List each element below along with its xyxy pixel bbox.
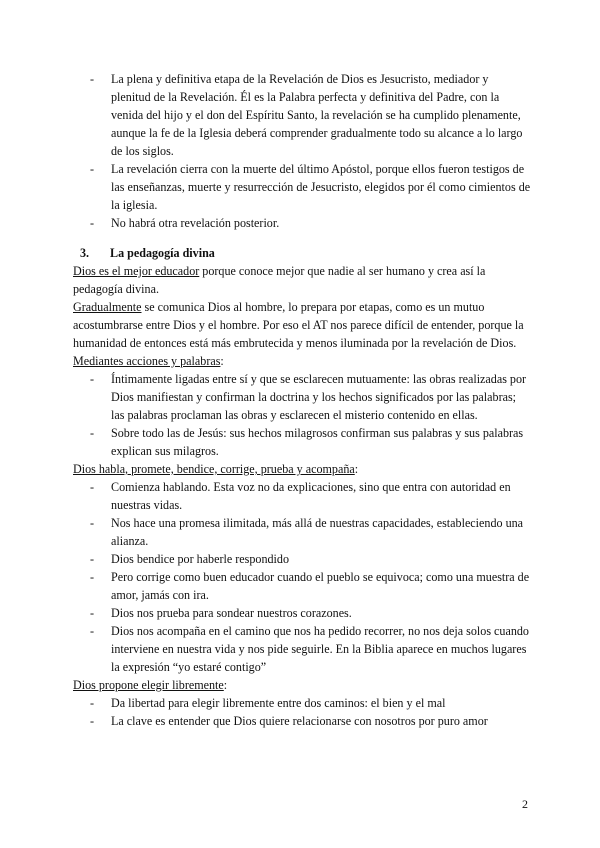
dash-marker: - xyxy=(90,696,95,710)
dash-marker: - xyxy=(90,606,95,620)
habla-list xyxy=(73,478,531,676)
list-item-text: La revelación cierra con la muerte del último Apóstol, porque ellos fueron testigos de las enseñanzas, muerte y resurrección de Jesucristo, elegidos por él como cimientos de la iglesia. xyxy=(111,162,531,212)
list-item-text: Dios nos acompaña en el camino que nos ha pedido recorrer, no nos deja solos cuando interviene en nuestra vida y nos pide seguirle. En la Biblia aparece en muchos lugares la expresión “yo estaré contigo” xyxy=(111,624,529,674)
list-item-text: Sobre todo las de Jesús: sus hechos milagrosos confirman sus palabras y sus palabras explican sus milagros. xyxy=(111,426,524,458)
dash-marker: - xyxy=(90,426,95,440)
page-content xyxy=(73,70,531,730)
paragraph-educador xyxy=(73,262,531,298)
list-item xyxy=(73,568,531,604)
dash-marker: - xyxy=(90,714,95,728)
dash-marker: - xyxy=(90,216,95,230)
list-item xyxy=(73,70,531,160)
list-item-text: Nos hace una promesa ilimitada, más allá de nuestras capacidades, estableciendo una alianza. xyxy=(111,516,524,548)
list-item-text: No habrá otra revelación posterior. xyxy=(111,216,280,230)
underlined-heading: Mediantes acciones y palabras xyxy=(73,354,221,368)
underlined-phrase: Dios es el mejor educador xyxy=(73,264,200,278)
underlined-heading: Dios habla, promete, bendice, corrige, prueba y acompaña xyxy=(73,462,355,476)
dash-marker: - xyxy=(90,570,95,584)
list-item-text: La clave es entender que Dios quiere relacionarse con nosotros por puro amor xyxy=(111,714,488,728)
dash-marker: - xyxy=(90,480,95,494)
paragraph-text: se comunica Dios al hombre, lo prepara por etapas, como es un mutuo acostumbrarse entre Dios y el hombre. Por eso el AT nos parece difícil de entender, porque la humanidad de entonces está más embrutecida y menos iluminada por la revelación de Dios. xyxy=(73,300,524,350)
list-item-text: La plena y definitiva etapa de la Revelación de Dios es Jesucristo, mediador y plenitud de la Revelación. Él es la Palabra perfecta y definitiva del Padre, con la venida del hijo y el don del Espíritu Santo, la revelación se ha cumplido plenamente, aunque la fe de la Iglesia deberá comprender gradualmente todo su alcance a lo largo de los siglos. xyxy=(111,72,523,158)
paragraph-gradualmente xyxy=(73,298,531,352)
list-item xyxy=(73,424,531,460)
list-item xyxy=(73,514,531,550)
list-item xyxy=(73,370,531,424)
acciones-list xyxy=(73,370,531,460)
dash-marker: - xyxy=(90,624,95,638)
heading-habla xyxy=(73,460,531,478)
list-item-text: Pero corrige como buen educador cuando el pueblo se equivoca; como una muestra de amor, jamás con ira. xyxy=(111,570,530,602)
list-item-text: Íntimamente ligadas entre sí y que se esclarecen mutuamente: las obras realizadas por Dios manifiestan y confirman la doctrina y los hechos significados por las palabras; las palabras proclaman las obras y esclarecen el misterio contenido en ellas. xyxy=(111,372,527,422)
list-item-text: Da libertad para elegir libremente entre dos caminos: el bien y el mal xyxy=(111,696,446,710)
underlined-heading: Dios propone elegir libremente xyxy=(73,678,224,692)
list-item xyxy=(73,622,531,676)
dash-marker: - xyxy=(90,162,95,176)
dash-marker: - xyxy=(90,72,95,86)
list-item xyxy=(73,694,531,712)
page-number: 2 xyxy=(522,797,528,811)
intro-list xyxy=(73,70,531,232)
paragraph-text: porque conoce mejor que nadie al ser humano y crea así la pedagogía divina. xyxy=(73,264,486,296)
list-item xyxy=(73,712,531,730)
list-item xyxy=(73,214,531,232)
list-item xyxy=(73,550,531,568)
section-heading xyxy=(73,244,531,262)
dash-marker: - xyxy=(90,516,95,530)
heading-suffix: : xyxy=(223,678,228,692)
list-item-text: Dios bendice por haberle respondido xyxy=(111,552,289,566)
section-number: 3. xyxy=(80,246,90,260)
dash-marker: - xyxy=(90,372,95,386)
list-item xyxy=(73,604,531,622)
heading-acciones xyxy=(73,352,531,370)
dash-marker: - xyxy=(90,552,95,566)
heading-libre xyxy=(73,676,531,694)
heading-suffix: : xyxy=(354,462,359,476)
libre-list xyxy=(73,694,531,730)
underlined-phrase: Gradualmente xyxy=(73,300,142,314)
heading-suffix: : xyxy=(220,354,224,368)
list-item-text: Comienza hablando. Esta voz no da explicaciones, sino que entra con autoridad en nuestras vidas. xyxy=(111,480,511,512)
list-item-text: Dios nos prueba para sondear nuestros corazones. xyxy=(111,606,352,620)
section-title-text: La pedagogía divina xyxy=(110,246,215,260)
list-item xyxy=(73,478,531,514)
list-item xyxy=(73,160,531,214)
